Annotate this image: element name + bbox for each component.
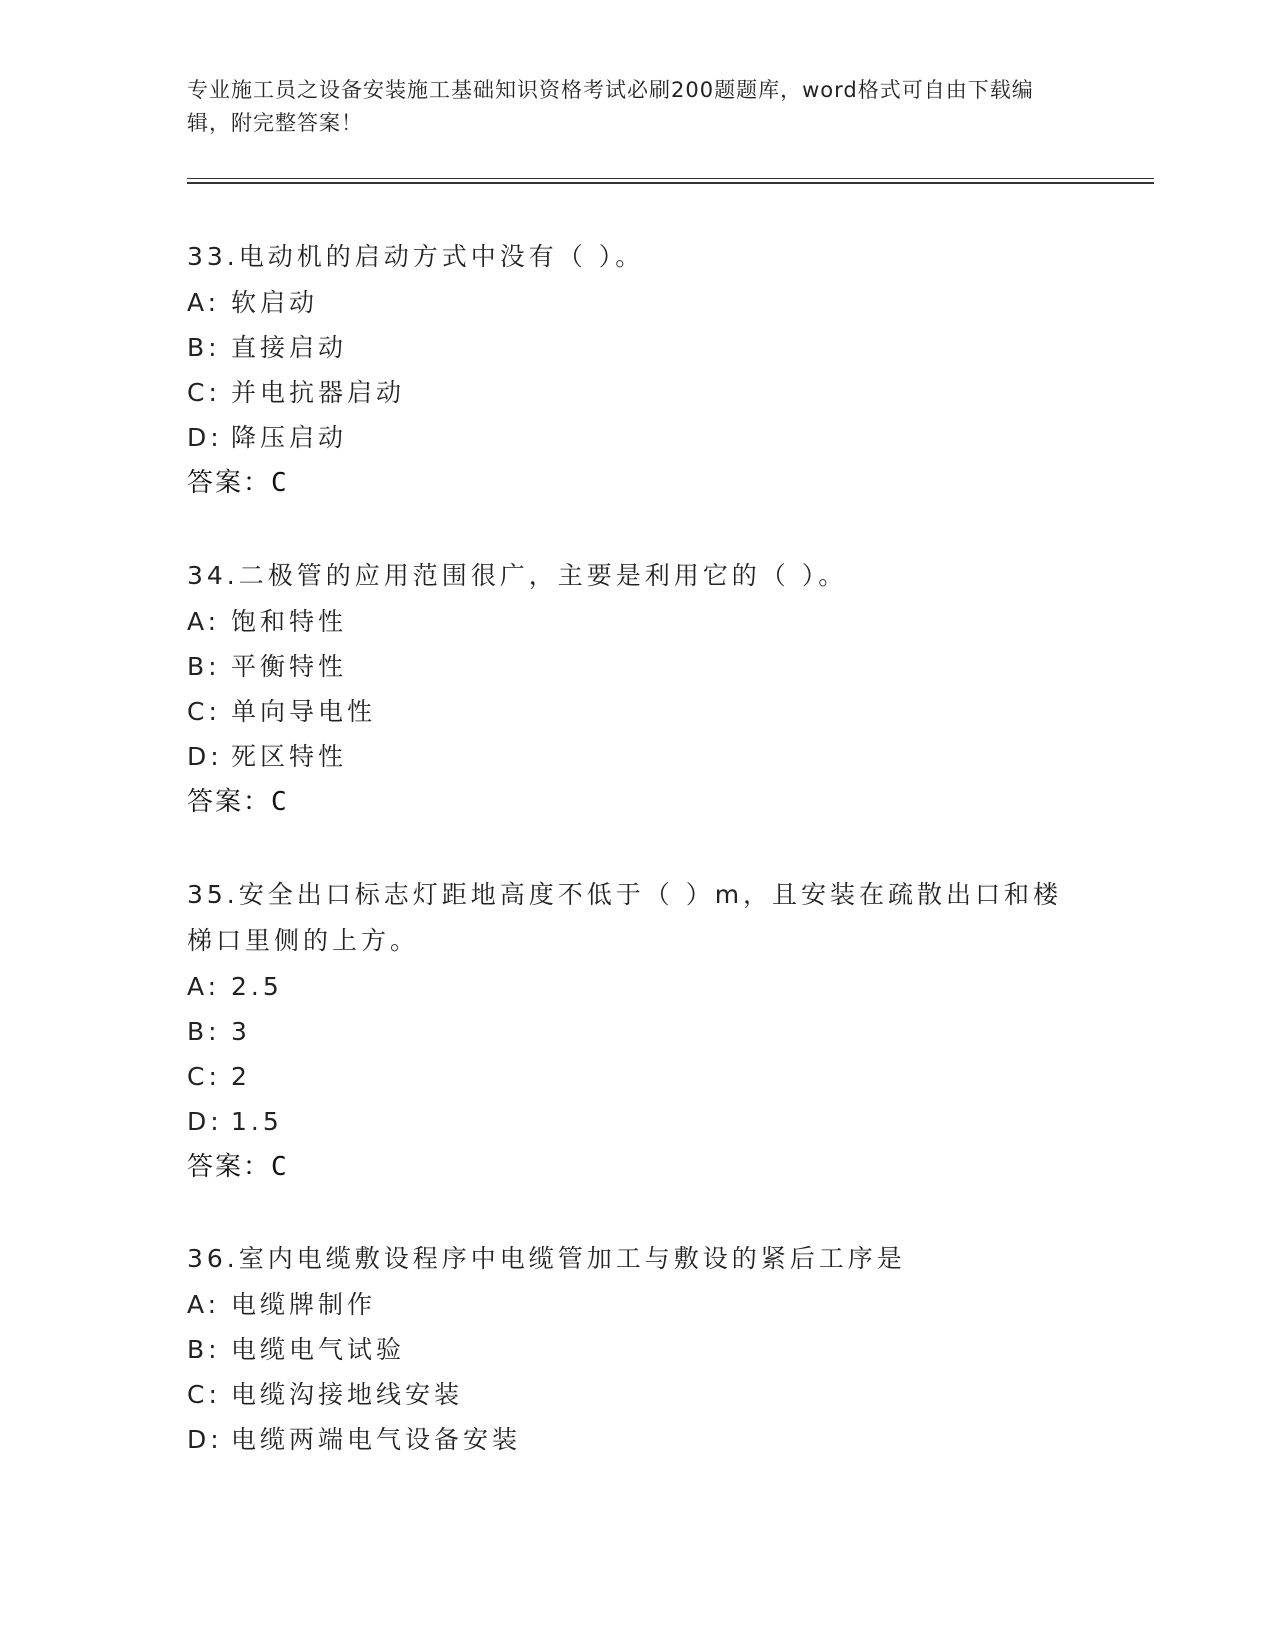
- header-divider: [187, 178, 1154, 179]
- option-a: [187, 599, 1087, 644]
- option-text: 死区特性: [231, 742, 348, 771]
- option-text: 2: [231, 1062, 251, 1091]
- answer-label: 答案：: [187, 787, 272, 817]
- option-text: 单向导电性: [231, 697, 377, 726]
- option-key: A:: [187, 288, 221, 317]
- option-text: 3: [231, 1017, 251, 1046]
- option-text: 饱和特性: [231, 607, 348, 636]
- answer-line: [187, 1144, 1087, 1190]
- option-key: B:: [187, 652, 221, 681]
- option-text: 降压启动: [231, 423, 348, 452]
- question-36: [187, 1236, 1087, 1462]
- option-key: A:: [187, 607, 221, 636]
- question-stem: 36.室内电缆敷设程序中电缆管加工与敷设的紧后工序是: [187, 1244, 906, 1273]
- option-text: 1.5: [231, 1107, 283, 1136]
- option-key: C:: [187, 1062, 221, 1091]
- option-key: C:: [187, 697, 221, 726]
- option-c: [187, 1054, 1087, 1099]
- option-d: [187, 1417, 1087, 1462]
- option-b: [187, 1009, 1087, 1054]
- option-c: [187, 370, 1087, 415]
- option-key: D:: [187, 742, 223, 771]
- answer-line: [187, 779, 1087, 825]
- answer-label: 答案：: [187, 468, 272, 498]
- answer-value: C: [271, 1152, 287, 1182]
- question-34: [187, 553, 1087, 825]
- option-d: [187, 734, 1087, 779]
- option-text: 电缆牌制作: [231, 1290, 377, 1319]
- option-text: 直接启动: [231, 333, 348, 362]
- option-a: [187, 280, 1087, 325]
- option-d: [187, 415, 1087, 460]
- option-a: [187, 1282, 1087, 1327]
- option-text: 平衡特性: [231, 652, 348, 681]
- option-c: [187, 1372, 1087, 1417]
- option-b: [187, 325, 1087, 370]
- option-text: 软启动: [231, 288, 319, 317]
- option-a: [187, 964, 1087, 1009]
- option-b: [187, 644, 1087, 689]
- option-key: C:: [187, 378, 221, 407]
- question-33: [187, 234, 1087, 506]
- option-key: C:: [187, 1380, 221, 1409]
- option-text: 并电抗器启动: [231, 378, 406, 407]
- question-stem: 33.电动机的启动方式中没有（ ）。: [187, 242, 645, 271]
- option-key: D:: [187, 1425, 223, 1454]
- document-header: 专业施工员之设备安装施工基础知识资格考试必刷200题题库，word格式可自由下载编辑，附完整答案！: [187, 78, 1034, 135]
- option-key: B:: [187, 1335, 221, 1364]
- option-b: [187, 1327, 1087, 1372]
- answer-value: C: [271, 787, 287, 817]
- question-stem: 34.二极管的应用范围很广，主要是利用它的（ ）。: [187, 561, 848, 590]
- option-key: B:: [187, 1017, 221, 1046]
- option-text: 2.5: [231, 972, 283, 1001]
- option-key: A:: [187, 1290, 221, 1319]
- option-text: 电缆两端电气设备安装: [231, 1425, 522, 1454]
- option-key: A:: [187, 972, 221, 1001]
- answer-line: [187, 460, 1087, 506]
- option-text: 电缆电气试验: [231, 1335, 406, 1364]
- answer-label: 答案：: [187, 1152, 272, 1182]
- option-key: D:: [187, 1107, 223, 1136]
- option-d: [187, 1099, 1087, 1144]
- option-text: 电缆沟接地线安装: [231, 1380, 464, 1409]
- question-stem: 35.安全出口标志灯距地高度不低于（ ）m，且安装在疏散出口和楼梯口里侧的上方。: [187, 880, 1063, 955]
- answer-value: C: [271, 468, 287, 498]
- header-divider-double: [187, 182, 1154, 184]
- question-35: [187, 872, 1087, 1190]
- option-c: [187, 689, 1087, 734]
- option-key: B:: [187, 333, 221, 362]
- option-key: D:: [187, 423, 223, 452]
